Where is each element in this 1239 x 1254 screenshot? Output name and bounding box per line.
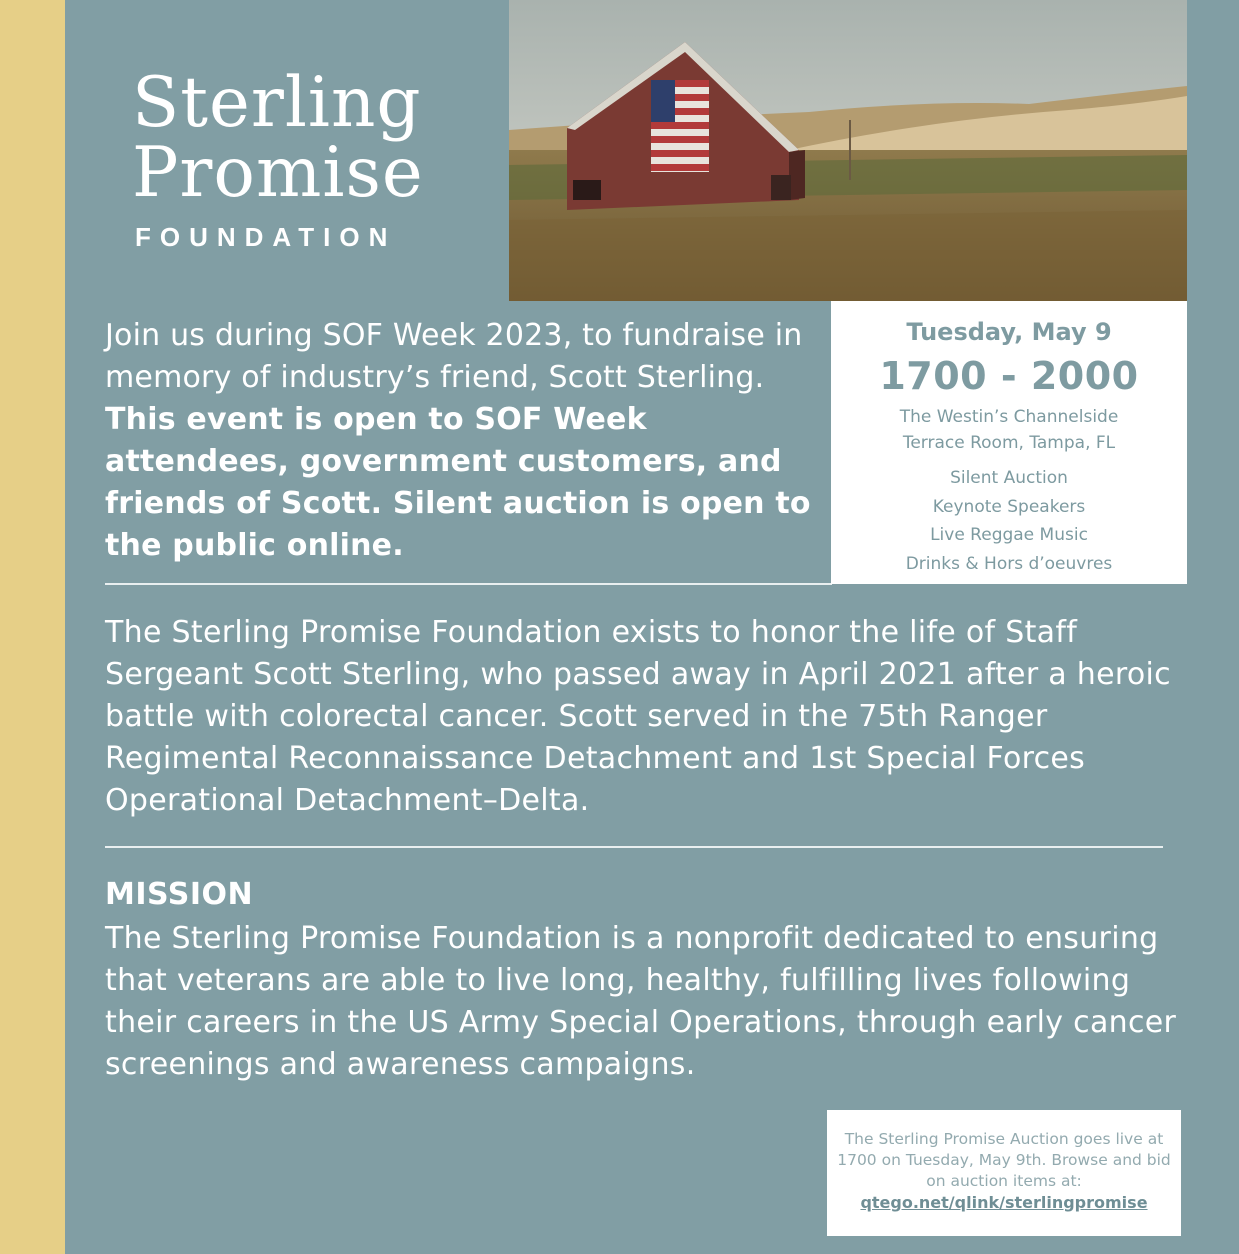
event-details-box — [831, 301, 1187, 584]
auction-text — [827, 1129, 1181, 1213]
foundation-logo — [132, 63, 424, 253]
list-item: Live Reggae Music — [930, 525, 1088, 545]
event-venue — [831, 404, 1187, 456]
logo-subtitle: FOUNDATION — [135, 222, 397, 252]
mission-heading: MISSION — [105, 877, 254, 912]
event-time: 1700 - 2000 — [879, 354, 1139, 398]
venue-line-1: The Westin’s Channelside — [899, 407, 1119, 427]
logo-line-2: Promise — [132, 133, 424, 213]
auction-info-box — [827, 1110, 1181, 1236]
venue-line-2: Terrace Room, Tampa, FL — [902, 433, 1116, 453]
gold-accent-bar — [0, 0, 65, 1254]
list-item: Drinks & Hors d’oeuvres — [905, 553, 1113, 574]
list-item: Keynote Speakers — [932, 496, 1086, 517]
intro-text: Join us during SOF Week 2023, to fundraise in memory of industry’s friend, Scott Sterling. — [105, 318, 803, 395]
auction-link[interactable]: qtego.net/qlink/sterlingpromise — [860, 1193, 1148, 1212]
divider-1 — [105, 583, 832, 585]
list-item: Silent Auction — [950, 468, 1068, 488]
auction-description: The Sterling Promise Auction goes live at 1700 on Tuesday, May 9th. Browse and bid on auction items at: — [837, 1130, 1171, 1190]
logo-line-1: Sterling — [132, 63, 422, 143]
intro-emphasis: This event is open to SOF Week attendees, government customers, and friends of Scott. Silent auction is open to the public online. — [105, 402, 811, 563]
divider-2 — [105, 846, 1163, 848]
intro-paragraph — [105, 315, 830, 567]
barn-flag-photo — [509, 0, 1187, 301]
about-paragraph: The Sterling Promise Foundation exists to honor the life of Staff Sergeant Scott Sterling, who passed away in April 2021 after a heroic battle with colorectal cancer. Scott served in the 75th Ranger Regimental Reconnaissance Detachment and 1st Special Forces Operational Detachment–Delta. — [105, 615, 1171, 818]
event-highlights — [831, 464, 1187, 578]
mission-text: The Sterling Promise Foundation is a nonprofit dedicated to ensuring that veterans are able to live long, healthy, fulfilling lives following their careers in the US Army Special Operations, through early cancer screenings and awareness campaigns. — [105, 921, 1177, 1082]
event-date: Tuesday, May 9 — [906, 318, 1112, 346]
